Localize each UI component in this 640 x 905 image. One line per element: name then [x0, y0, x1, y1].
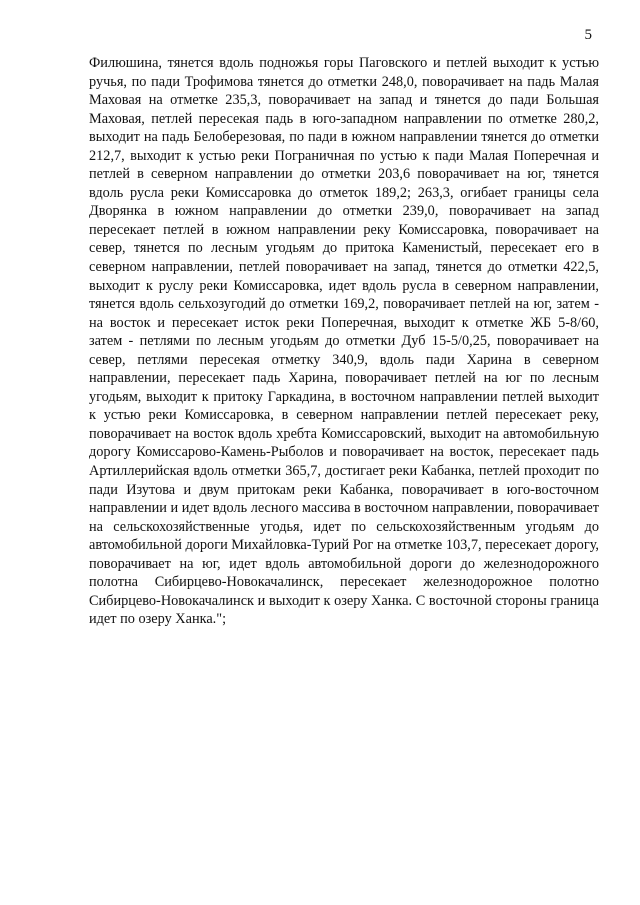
body-paragraph: Филюшина, тянется вдоль подножья горы Паговского и петлей выходит к устью ручья, по пади Трофимова тянется до отметки 248,0, поворачивает на падь Малая Маховая на отметке 235,3, поворачивает на запад и тянется до пади Большая Маховая, петлей пересекая падь в юго-западном направлении по отметке 280,2, выходит на падь Белоберезовая, по пади в южном направлении тянется до отметки 212,7, выходит к устью реки Пограничная по устью к пади Малая Поперечная и петлей в северном направлении до отметки 203,6 поворачивает на юг, тянется вдоль русла реки Комиссаровка до отметок 189,2; 263,3, огибает границы села Дворянка в южном направлении до отметки 239,0, поворачивает на запад пересекает петлей в южном направлении реку Комиссаровка, поворачивает на север, тянется по лесным угодьям до притока Каменистый, пересекает его в северном направлении, петлей поворачивает на запад, тянется до отметки 422,5, выходит к руслу реки Комиссаровка, идет вдоль русла в северном направлении, тянется вдоль сельхозугодий до отметки 169,2, поворачивает петлей на юг, затем - на восток и пересекает исток реки Поперечная, выходит к отметке ЖБ 5-8/60, затем - петлями по лесным угодьям до отметки Дуб 15-5/0,25, поворачивает на север, петлями пересекая отметку 340,9, вдоль пади Харина в северном направлении, пересекает падь Харина, поворачивает петлей на юг по лесным угодьям, выходит к притоку Гаркадина, в восточном направлении петлей выходит к устью реки Комиссаровка, в северном направлении петлей пересекает реку, поворачивает на восток вдоль хребта Комиссаровский, выходит на автомобильную дорогу Комиссарово-Камень-Рыболов и поворачивает на восток, пересекает падь Артиллерийская вдоль отметки 365,7, достигает реки Кабанка, петлей проходит по пади Изутова и двум притокам реки Кабанка, поворачивает в юго-восточном направлении и идет вдоль лесного массива в восточном направлении, поворачивает на сельскохозяйственные угодья, идет по сельскохозяйственным угодьям до автомобильной дороги Михайловка-Турий Рог на отметке 103,7, пересекает дорогу, поворачивает на юг, идет вдоль автомобильной дороги до железнодорожного полотна Сибирцево-Новокачалинск, пересекает железнодорожное полотно Сибирцево-Новокачалинск и выходит к озеру Ханка. С восточной стороны граница идет по озеру Ханка.";: [89, 55, 599, 628]
page-number: 5: [584, 27, 592, 43]
